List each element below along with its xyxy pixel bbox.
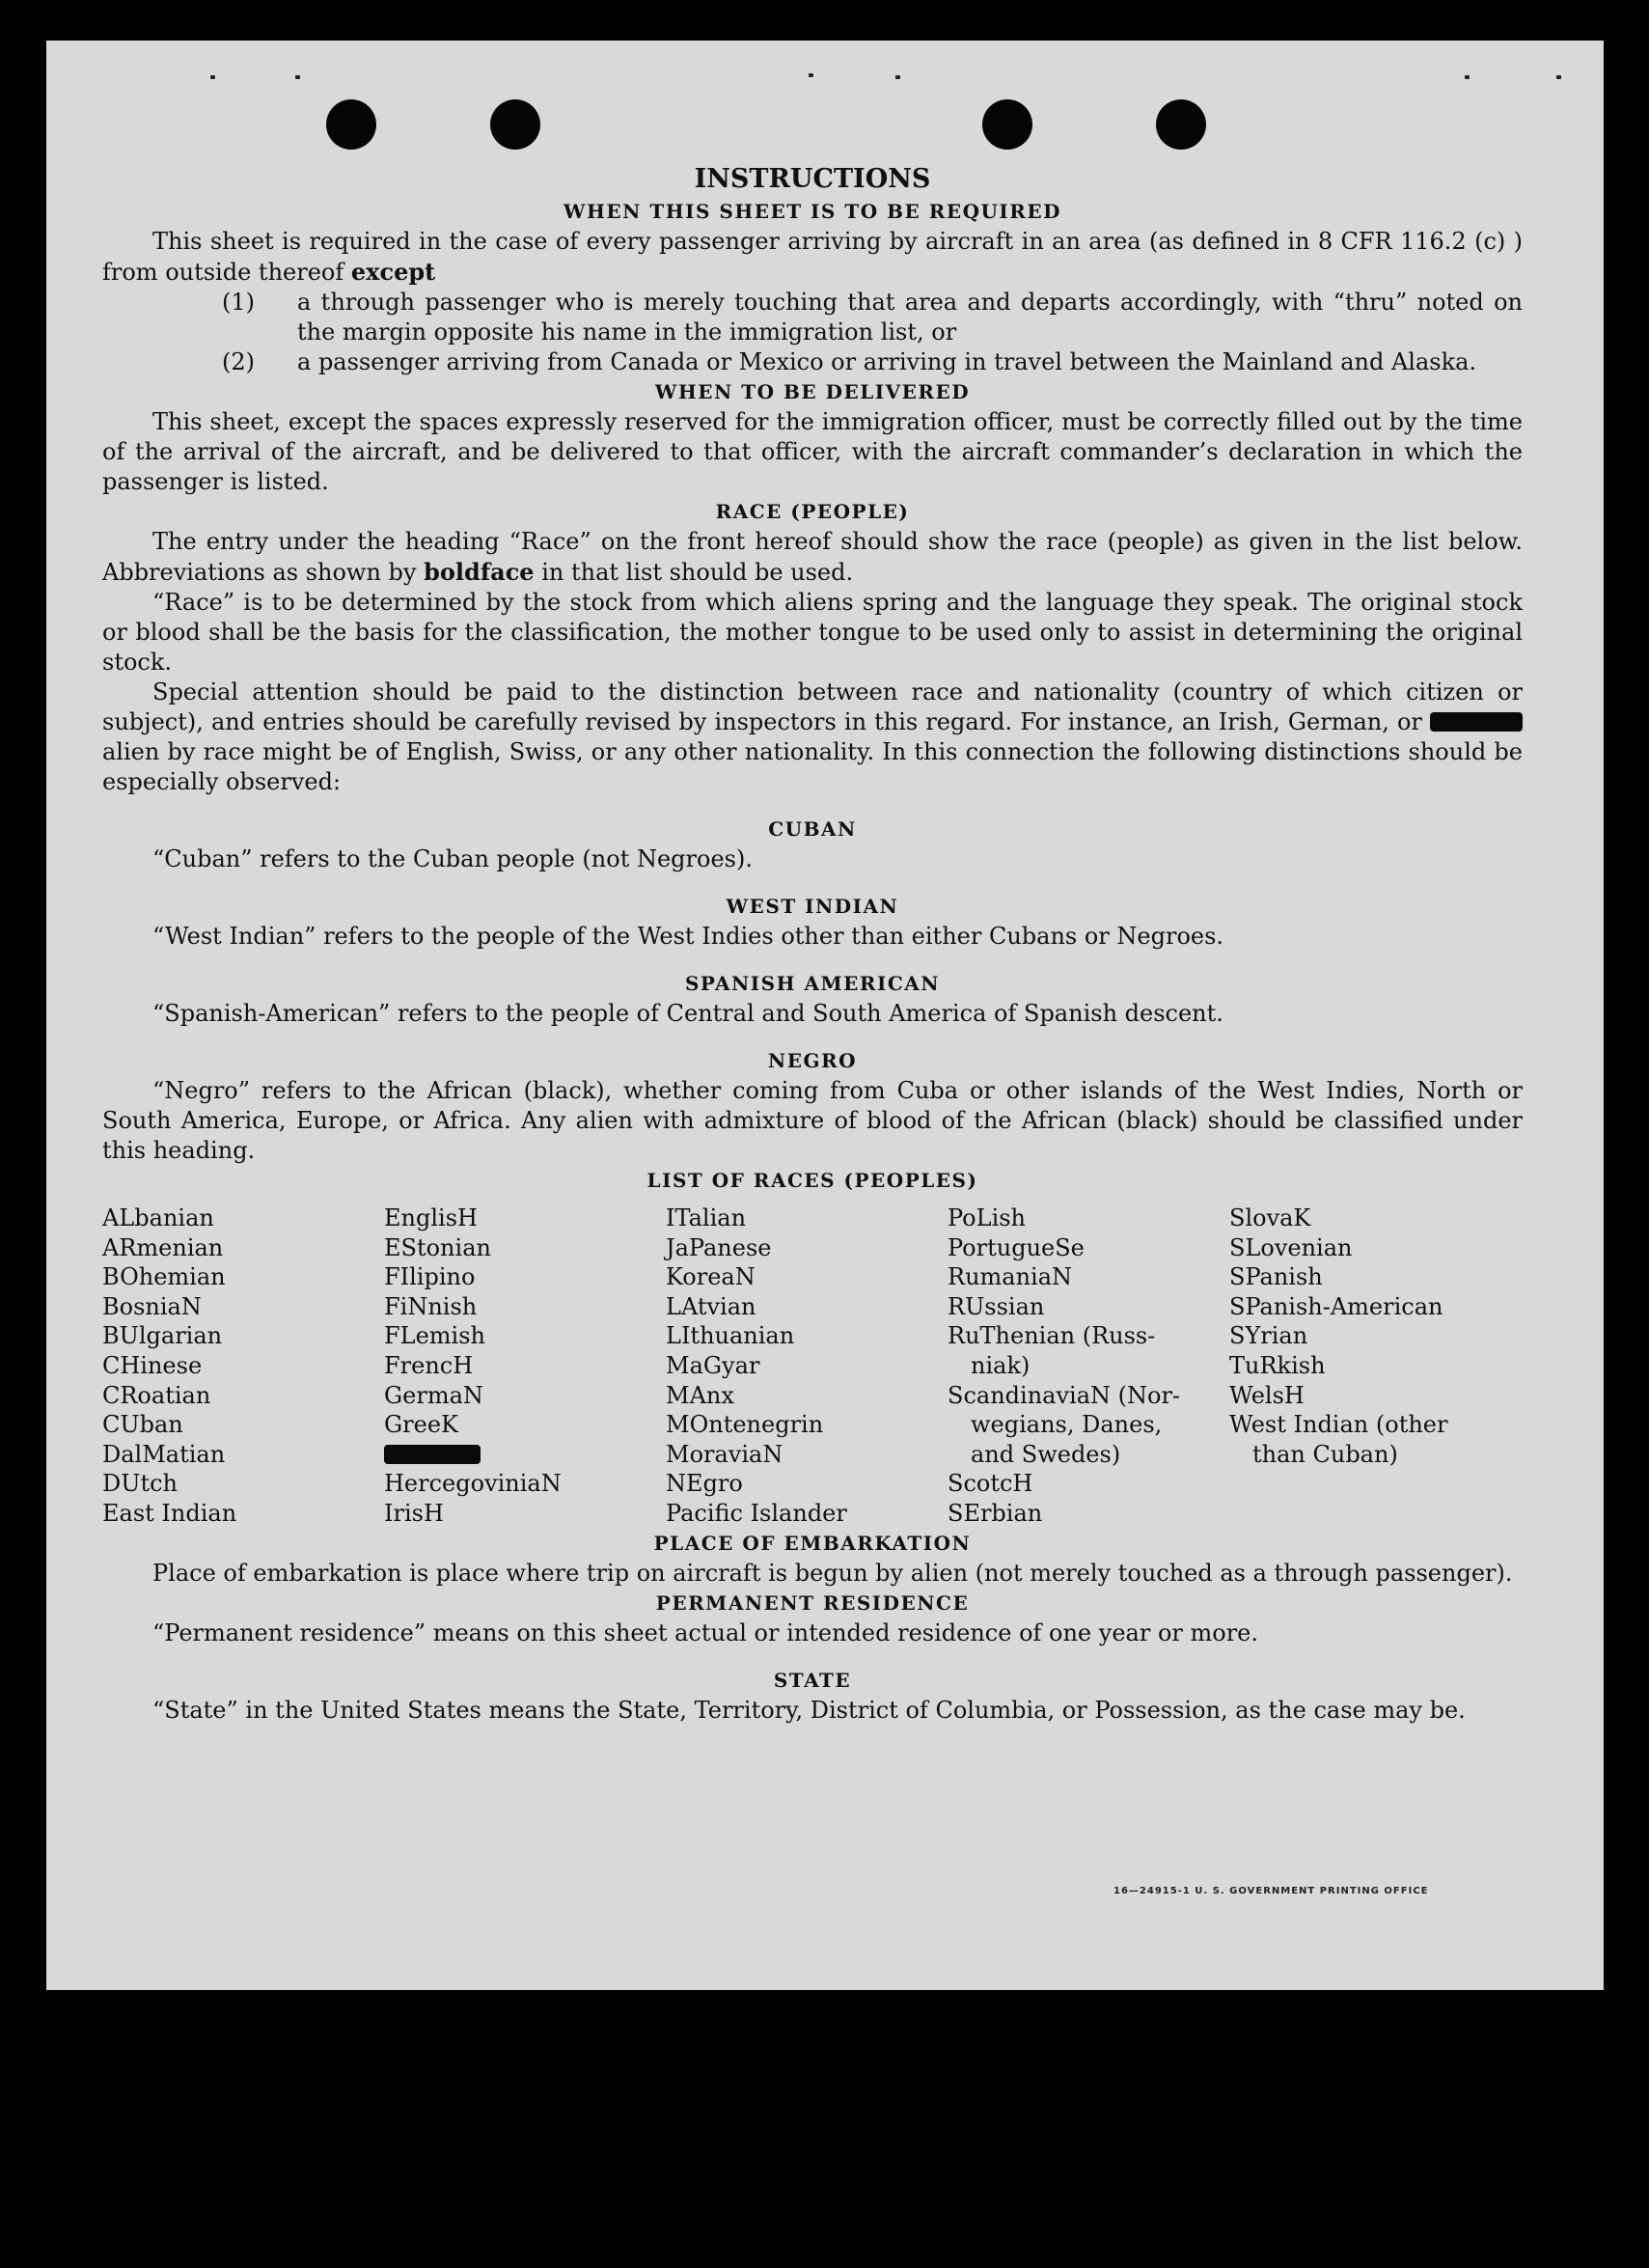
- when-delivered-text: This sheet, except the spaces expressly reserved for the immigration officer, must be correctly filled out by the time of the arrival of the aircraft, and be delivered to that officer, with the aircraft commander’s declaration in which the passenger is listed.: [102, 408, 1523, 495]
- redaction-mark: [1430, 712, 1523, 732]
- race-item: GreeK: [384, 1411, 458, 1439]
- race-item-continued: and Swedes): [971, 1440, 1121, 1468]
- race-item: LAtvian: [666, 1292, 756, 1320]
- race-item: ITalian: [666, 1204, 747, 1231]
- race-item: DalMatian: [102, 1440, 226, 1468]
- state-text: “State” in the United States means the State, Territory, District of Columbia, or Possession, as the case may be.: [152, 1696, 1466, 1724]
- race-item: FIlipino: [384, 1263, 476, 1291]
- cuban-text: “Cuban” refers to the Cuban people (not Negroes).: [152, 845, 753, 872]
- race-item: CHinese: [102, 1351, 203, 1379]
- race-column: [384, 1203, 666, 1529]
- race-item: NEgro: [666, 1470, 743, 1498]
- exception-item: (1) a through passenger who is merely touching that area and departs accordingly, with “thru” noted on the margin opposite his name in the immigration list, or: [222, 289, 1523, 346]
- race-heading: RACE (PEOPLE): [715, 500, 910, 523]
- residence-text: “Permanent residence” means on this sheet actual or intended residence of one year or more.: [152, 1618, 1258, 1646]
- race-item: SLovenian: [1229, 1233, 1353, 1261]
- race-column: [666, 1203, 948, 1529]
- race-item: HercegoviniaN: [384, 1470, 562, 1498]
- race-item: LIthuanian: [666, 1322, 795, 1350]
- race-item: BOhemian: [102, 1263, 226, 1291]
- embarkation-heading: PLACE OF EMBARKATION: [653, 1531, 972, 1555]
- page-title: INSTRUCTIONS: [694, 164, 931, 194]
- race-item: IrisH: [384, 1499, 444, 1527]
- paper-speck: [1465, 75, 1470, 79]
- race-item: TuRkish: [1229, 1351, 1326, 1379]
- race-item-continued: wegians, Danes,: [971, 1411, 1163, 1439]
- race-item: BUlgarian: [102, 1322, 223, 1350]
- residence-heading: PERMANENT RESIDENCE: [655, 1590, 970, 1615]
- race-item: ARmenian: [102, 1233, 224, 1261]
- race-item-redacted: [384, 1440, 666, 1470]
- race-item: MoraviaN: [666, 1440, 783, 1468]
- instructions-body: [102, 162, 1523, 1726]
- race-item: ALbanian: [102, 1204, 214, 1231]
- paper-speck: [295, 75, 300, 79]
- race-item: MaGyar: [666, 1351, 760, 1379]
- west-indian-heading: WEST INDIAN: [726, 895, 899, 918]
- state-heading: STATE: [773, 1668, 852, 1692]
- race-item: WelsH: [1229, 1381, 1305, 1409]
- when-required-intro: This sheet is required in the case of every passenger arriving by aircraft in an area (as defined in 8 CFR 116.2 (c) ) from outside thereof except: [102, 228, 1523, 286]
- punch-hole: [1156, 99, 1206, 150]
- race-item: RuThenian (Russ-: [948, 1322, 1156, 1350]
- race-item-continued: than Cuban): [1252, 1440, 1398, 1468]
- race-column: [1229, 1203, 1511, 1529]
- race-item: RUssian: [948, 1292, 1045, 1320]
- race-paragraph: Special attention should be paid to the distinction between race and nationality (country of which citizen or subject), and entries should be carefully revised by inspectors in this regard. For instance, an Irish, German, or alien by race might be of English, Swiss, or any other nationality. In this connection the following distinctions should be especially observed:: [102, 678, 1523, 795]
- race-item: SYrian: [1229, 1322, 1308, 1350]
- race-item: PortugueSe: [948, 1233, 1085, 1261]
- race-item: MOntenegrin: [666, 1411, 824, 1439]
- race-item: CUban: [102, 1411, 183, 1439]
- cuban-heading: CUBAN: [768, 817, 857, 841]
- negro-text: “Negro” refers to the African (black), whether coming from Cuba or other islands of the West Indies, North or South America, Europe, or Africa. Any alien with admixture of blood of the African (black) should be classified under this heading.: [102, 1077, 1523, 1164]
- west-indian-text: “West Indian” refers to the people of the West Indies other than either Cubans or Negroes.: [152, 923, 1224, 950]
- race-paragraph: “Race” is to be determined by the stock from which aliens spring and the language they speak. The original stock or blood shall be the basis for the classification, the mother tongue to be used only to assist in determining the original stock.: [102, 589, 1523, 676]
- punch-hole: [490, 99, 540, 150]
- when-delivered-heading: WHEN TO BE DELIVERED: [654, 380, 971, 403]
- race-paragraph: The entry under the heading “Race” on the front hereof should show the race (people) as given in the list below. Abbreviations as shown by boldface in that list should be used.: [102, 528, 1523, 586]
- race-item: SPanish-American: [1229, 1292, 1443, 1320]
- race-item: BosniaN: [102, 1292, 202, 1320]
- race-column: [102, 1203, 384, 1529]
- exception-item: (2) a passenger arriving from Canada or Mexico or arriving in travel between the Mainland and Alaska.: [222, 348, 1477, 375]
- spanish-american-heading: SPANISH AMERICAN: [684, 972, 941, 995]
- printing-office-line: 16—24915-1 U. S. GOVERNMENT PRINTING OFFICE: [1113, 1886, 1429, 1896]
- redaction-mark: [384, 1445, 481, 1464]
- paper-speck: [1556, 75, 1561, 79]
- punch-hole: [326, 99, 376, 150]
- race-item: KoreaN: [666, 1263, 756, 1291]
- race-item: MAnx: [666, 1381, 734, 1409]
- race-item: SErbian: [948, 1499, 1043, 1527]
- race-item: ScandinaviaN (Nor-: [948, 1381, 1181, 1409]
- race-item-continued: niak): [971, 1351, 1031, 1379]
- paper-speck: [809, 73, 813, 77]
- race-item: JaPanese: [666, 1233, 772, 1261]
- negro-heading: NEGRO: [767, 1049, 858, 1072]
- race-item: SPanish: [1229, 1263, 1323, 1291]
- race-item: CRoatian: [102, 1381, 211, 1409]
- race-item: FrencH: [384, 1351, 474, 1379]
- list-of-races-heading: LIST OF RACES (PEOPLES): [646, 1169, 978, 1192]
- punch-hole: [982, 99, 1032, 150]
- document-page: [46, 41, 1604, 1990]
- race-item: EStonian: [384, 1233, 491, 1261]
- paper-speck: [895, 75, 900, 79]
- race-item: Pacific Islander: [666, 1499, 847, 1527]
- race-item: RumaniaN: [948, 1263, 1073, 1291]
- race-item: West Indian (other: [1229, 1411, 1448, 1439]
- race-item: DUtch: [102, 1470, 179, 1498]
- race-item: ScotcH: [948, 1470, 1033, 1498]
- race-item: FiNnish: [384, 1292, 478, 1320]
- race-item: East Indian: [102, 1499, 237, 1527]
- spanish-american-text: “Spanish-American” refers to the people of Central and South America of Spanish descent.: [152, 1000, 1223, 1027]
- race-item: PoLish: [948, 1204, 1027, 1231]
- race-item: FLemish: [384, 1322, 485, 1350]
- race-item: GermaN: [384, 1381, 483, 1409]
- when-required-heading: WHEN THIS SHEET IS TO BE REQUIRED: [563, 200, 1061, 223]
- race-list: [102, 1203, 1523, 1529]
- race-item: SlovaK: [1229, 1204, 1311, 1231]
- race-item: EnglisH: [384, 1204, 478, 1231]
- paper-speck: [210, 75, 215, 79]
- race-column: [948, 1203, 1229, 1529]
- embarkation-text: Place of embarkation is place where trip on aircraft is begun by alien (not merely touched as a through passenger).: [152, 1559, 1513, 1587]
